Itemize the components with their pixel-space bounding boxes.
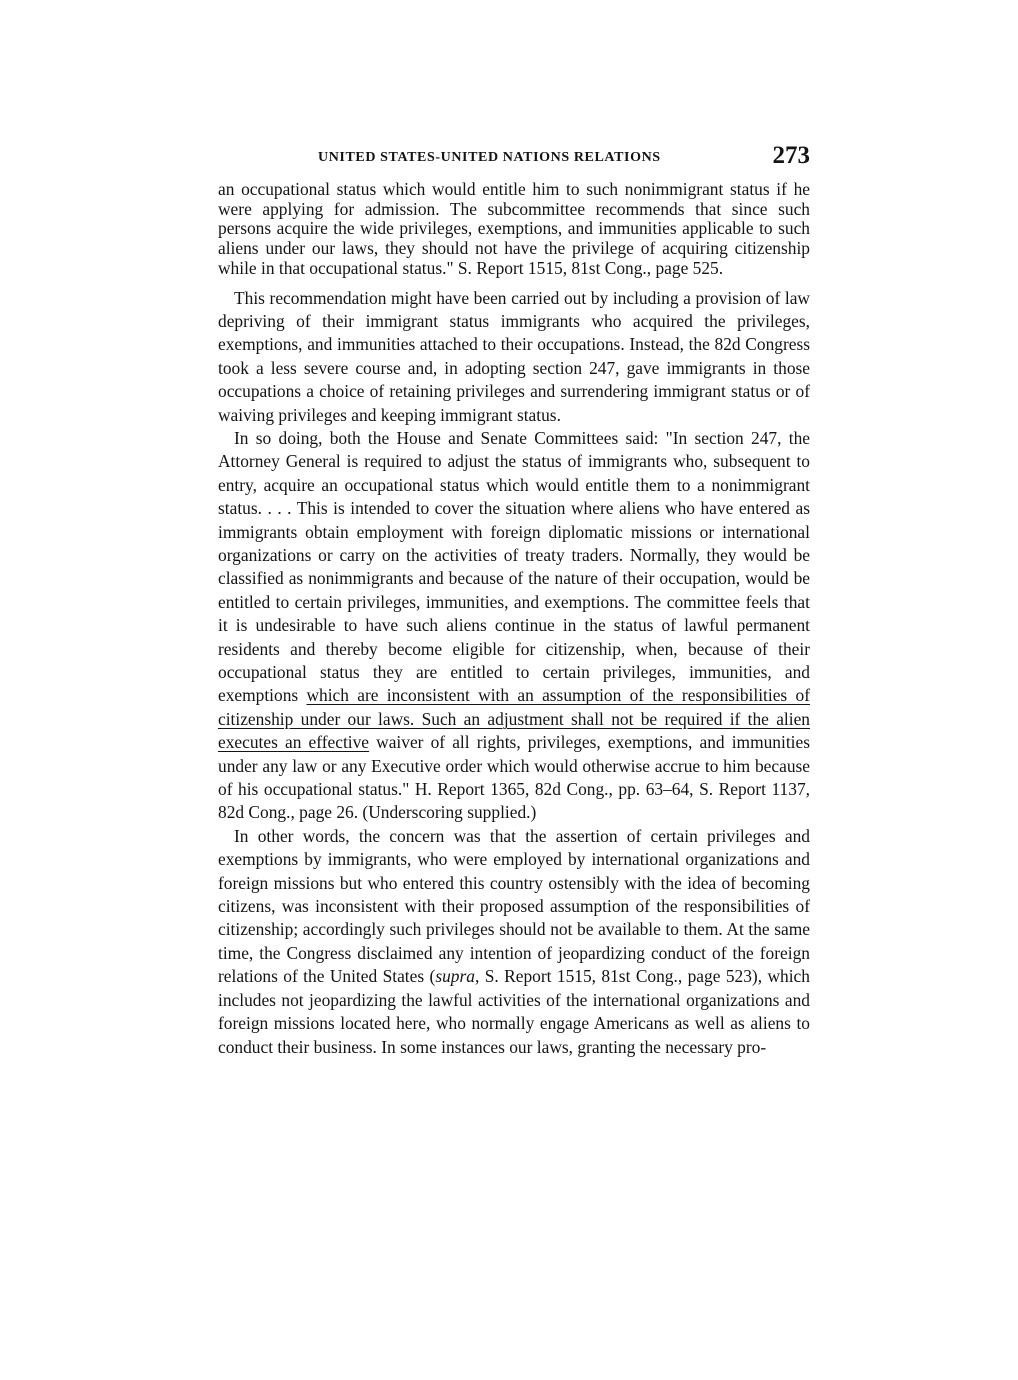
paragraph-recommendation xyxy=(218,287,810,427)
paragraph-concern xyxy=(218,825,810,1059)
paragraph-committees xyxy=(218,427,810,825)
committees-quote-text-end: waiver of all rights, privileges, exemptions, and immunities under any law or any Executive order which would otherwise accrue to him because of his occupational status." H. Report 1365, 82d Cong., pp. 63–64, S. Report 1137, 82d Cong., page 26. (Underscoring supplied.) xyxy=(218,732,810,823)
quoted-excerpt: an occupational status which would entitle him to such nonimmigrant status if he were applying for admission. The subcommittee recommends that since such persons acquire the wide privileges, exemptions, and immunities applicable to such aliens under our laws, they should not have the privilege of acquiring citizenship while in that occupational status." S. Report 1515, 81st Cong., page 525. xyxy=(218,179,810,278)
running-head: UNITED STATES-UNITED NATIONS RELATIONS xyxy=(318,150,661,165)
page-number: 273 xyxy=(772,142,810,169)
supra-citation: supra xyxy=(435,966,475,987)
paragraph-recommendation-text: This recommendation might have been carried out by including a provision of law depriving of their immigrant status immigrants who acquired the privileges, exemptions, and immunities attached to their occupations. Instead, the 82d Congress took a less severe course and, in adopting section 247, gave immigrants in those occupations a choice of retaining privileges and surrendering immigrant status or of waiving privileges and keeping immigrant status. xyxy=(218,287,810,425)
page-header xyxy=(218,142,812,176)
body-text xyxy=(218,180,810,1059)
concern-text-end: , S. Report 1515, 81st Cong., page 523), which includes not jeopardizing the lawful activities of the international organizations and foreign missions located here, who normally engage Americans as well as aliens to conduct their business. In some instances our laws, granting the necessary pro- xyxy=(218,966,810,1057)
underscored-passage: which are inconsistent with an assumption of the responsibilities of citizenship under our laws. Such an adjustment shall not be required if the alien executes an effective xyxy=(218,685,810,753)
committees-quote-text: In so doing, both the House and Senate Committees said: "In section 247, the Attorney General is required to adjust the status of immigrants who, subsequent to entry, acquire an occupational status which would entitle them to a nonimmigrant status. . . . This is intended to cover the situation where aliens who have entered as immigrants obtain employment with foreign diplomatic missions or international organizations or carry on the activities of treaty traders. Normally, they would be classified as nonimmigrants and because of the nature of their occupation, would be entitled to certain privileges, immunities, and exemptions. The committee feels that it is undesirable to have such aliens continue in the status of lawful permanent residents and thereby become eligible for citizenship, when, because of their occupational status they are entitled to certain privileges, immunities, and exemptions xyxy=(218,427,810,706)
concern-text: In other words, the concern was that the assertion of certain privileges and exemptions by immigrants, who were employed by international organizations and foreign missions but who entered this country ostensibly with the idea of becoming citizens, was inconsistent with their proposed assumption of the responsibilities of citizenship; accordingly such privileges should not be available to them. At the same time, the Congress disclaimed any intention of jeopardizing conduct of the foreign relations of the United States ( xyxy=(218,825,810,987)
